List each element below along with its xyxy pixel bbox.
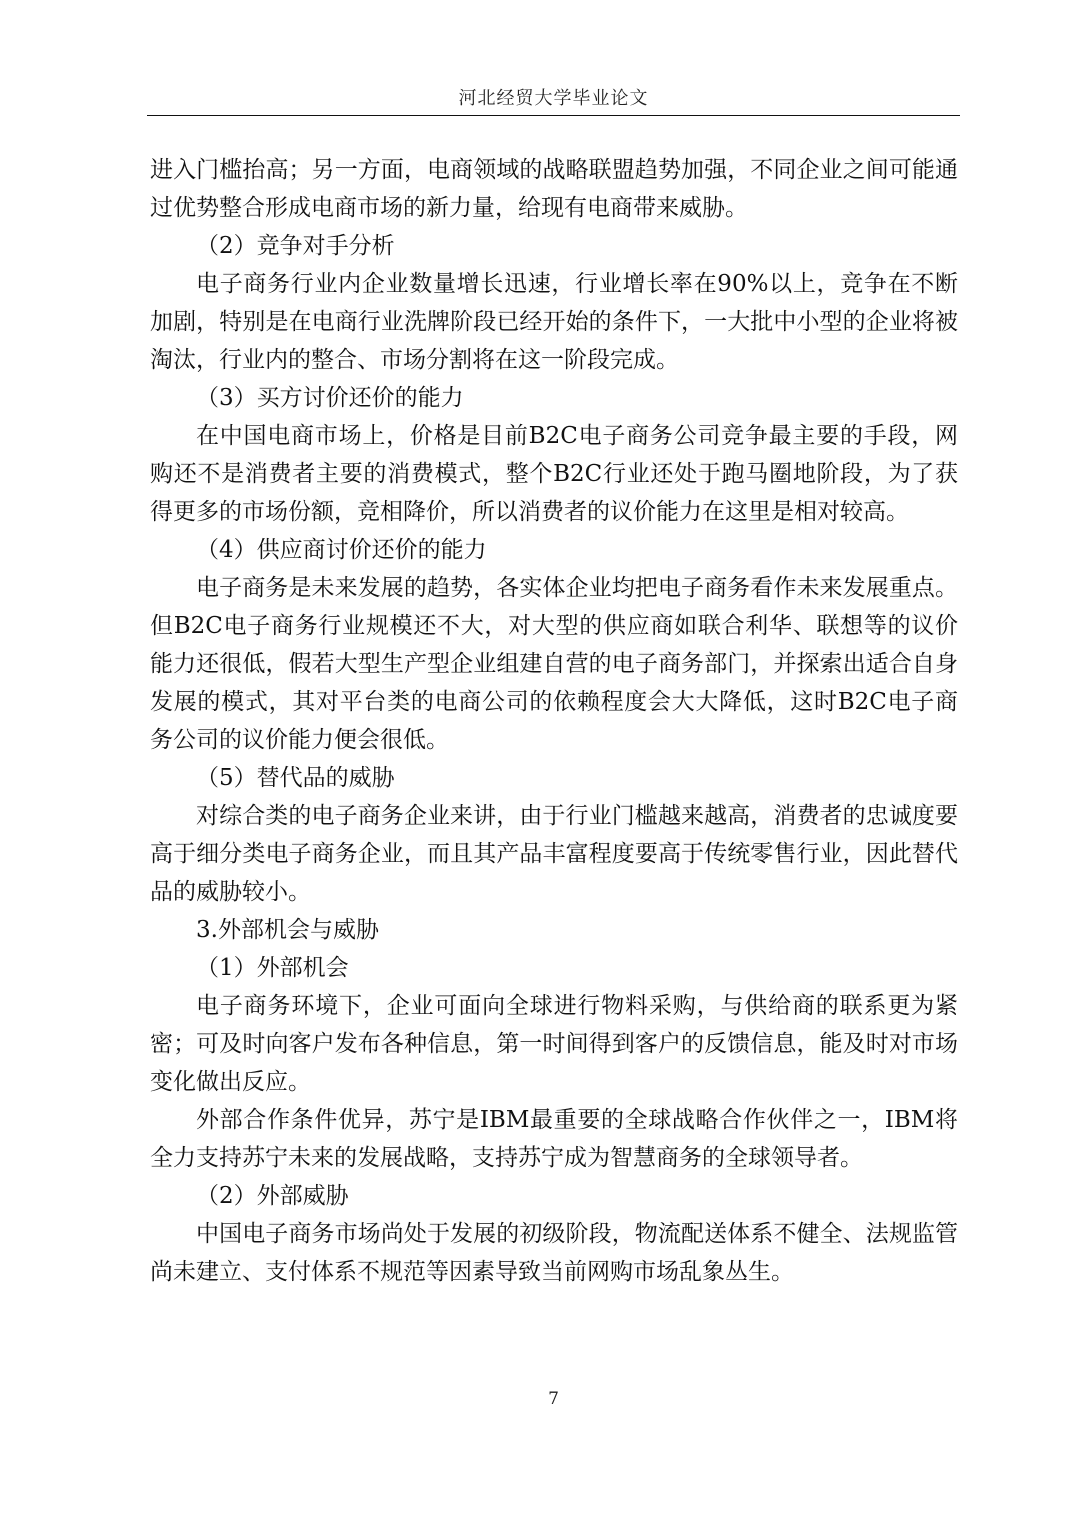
paragraph: 在中国电商市场上，价格是目前B2C电子商务公司竞争最主要的手段，网购还不是消费者主要的消费模式，整个B2C行业还处于跑马圈地阶段，为了获得更多的市场份额，竞相降价，所以消费者的议价能力在这里是相对较高。 bbox=[150, 423, 958, 525]
section-heading-external: 3.外部机会与威胁 bbox=[196, 917, 379, 943]
paragraph: 进入门槛抬高；另一方面，电商领域的战略联盟趋势加强，不同企业之间可能通过优势整合形成电商市场的新力量，给现有电商带来威胁。 bbox=[150, 157, 958, 221]
subheading-opportunities: （1）外部机会 bbox=[196, 955, 349, 981]
paragraph: 电子商务环境下，企业可面向全球进行物料采购，与供给商的联系更为紧密；可及时向客户发布各种信息，第一时间得到客户的反馈信息，能及时对市场变化做出反应。 bbox=[150, 993, 958, 1095]
header-rule bbox=[147, 115, 960, 116]
running-header: 河北经贸大学毕业论文 bbox=[458, 88, 649, 109]
page-number: 7 bbox=[548, 1389, 559, 1409]
subheading-buyers: （3）买方讨价还价的能力 bbox=[196, 385, 464, 411]
subheading-threats: （2）外部威胁 bbox=[196, 1183, 349, 1209]
subheading-substitutes: （5）替代品的威胁 bbox=[196, 765, 395, 791]
subheading-competitors: （2）竞争对手分析 bbox=[196, 233, 395, 259]
paragraph: 对综合类的电子商务企业来讲，由于行业门槛越来越高，消费者的忠诚度要高于细分类电子商务企业，而且其产品丰富程度要高于传统零售行业，因此替代品的威胁较小。 bbox=[150, 803, 958, 905]
paragraph: 外部合作条件优异，苏宁是IBM最重要的全球战略合作伙伴之一，IBM将全力支持苏宁未来的发展战略，支持苏宁成为智慧商务的全球领导者。 bbox=[150, 1107, 958, 1171]
paragraph: 电子商务行业内企业数量增长迅速，行业增长率在90%以上，竞争在不断加剧，特别是在电商行业洗牌阶段已经开始的条件下，一大批中小型的企业将被淘汰，行业内的整合、市场分割将在这一阶段完成。 bbox=[150, 271, 958, 373]
body-text bbox=[150, 151, 958, 1291]
paragraph: 电子商务是未来发展的趋势，各实体企业均把电子商务看作未来发展重点。但B2C电子商务行业规模还不大，对大型的供应商如联合利华、联想等的议价能力还很低，假若大型生产型企业组建自营的电子商务部门，并探索出适合自身发展的模式，其对平台类的电商公司的依赖程度会大大降低，这时B2C电子商务公司的议价能力便会很低。 bbox=[150, 575, 958, 753]
paragraph: 中国电子商务市场尚处于发展的初级阶段，物流配送体系不健全、法规监管尚未建立、支付体系不规范等因素导致当前网购市场乱象丛生。 bbox=[150, 1221, 958, 1285]
subheading-suppliers: （4）供应商讨价还价的能力 bbox=[196, 537, 487, 563]
